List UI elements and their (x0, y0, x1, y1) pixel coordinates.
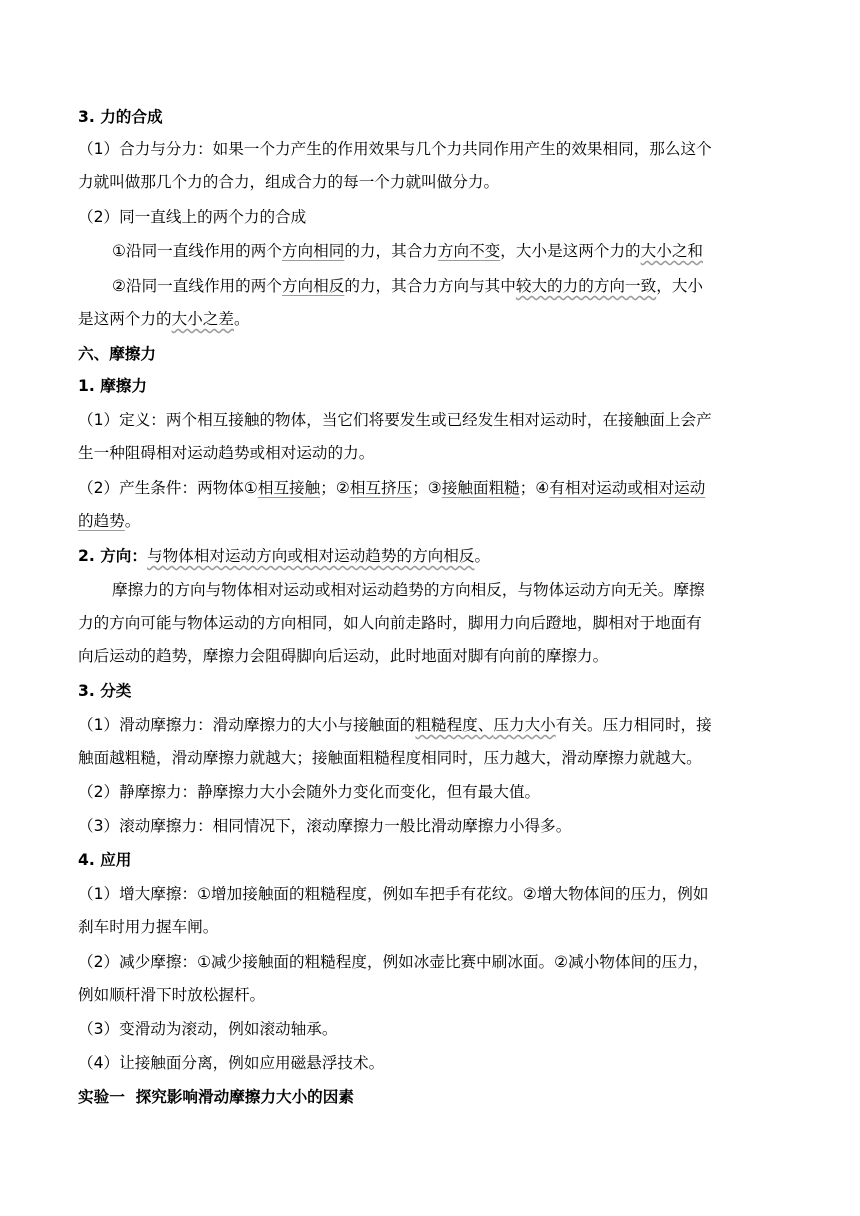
underline-same-direction: 方向相同 (281, 242, 345, 260)
underline-roughness: 粗糙程度 (415, 716, 478, 734)
underline-squeeze: 相互挤压 (349, 479, 413, 497)
paragraph-increase-friction-line2: 刹车时用力握车闸。 (78, 918, 219, 936)
paragraph-sliding-friction-line1: （1）滑动摩擦力：滑动摩擦力的大小与接触面的粗糙程度、压力大小有关。压力相同时，接 (78, 716, 712, 734)
paragraph-friction-direction-line1: 摩擦力的方向与物体相对运动或相对运动趋势的方向相反，与物体运动方向无关。摩擦 (112, 581, 705, 599)
underline-difference: 大小之差 (171, 310, 234, 328)
underline-direction-unchanged: 方向不变 (437, 242, 501, 260)
friction-2-direction: 2. 方向：与物体相对运动方向或相对运动趋势的方向相反。 (78, 547, 491, 565)
experiment-1-title: 实验一 探究影响滑动摩擦力大小的因素 (78, 1088, 354, 1106)
underline-contact: 相互接触 (257, 479, 321, 497)
paragraph-increase-friction-line1: （1）增大摩擦：①增加接触面的粗糙程度，例如车把手有花纹。②增大物体间的压力，例如 (78, 885, 709, 903)
paragraph-rolling-instead: （3）变滑动为滚动，例如滚动轴承。 (78, 1020, 338, 1038)
paragraph-opposite-direction-line1: ②沿同一直线作用的两个方向相反的力，其合力方向与其中较大的力的方向一致，大小 (112, 277, 704, 295)
underline-opposite-direction: 方向相反 (281, 277, 345, 295)
paragraph-sliding-friction-line2: 触面越粗糙，滑动摩擦力就越大；接触面粗糙程度相同时，压力越大，滑动摩擦力就越大。 (78, 749, 702, 767)
paragraph-reduce-friction-line1: （2）减少摩擦：①减少接触面的粗糙程度，例如冰壶比赛中刷冰面。②减小物体间的压力， (78, 953, 709, 971)
paragraph-friction-conditions-line1: （2）产生条件：两物体①相互接触；②相互挤压；③接触面粗糙；④有相对运动或相对运动 (78, 479, 706, 497)
friction-4-title: 4. 应用 (78, 851, 132, 869)
paragraph-rolling-friction: （3）滚动摩擦力：相同情况下，滚动摩擦力一般比滑动摩擦力小得多。 (78, 817, 572, 835)
friction-1-title: 1. 摩擦力 (78, 377, 147, 395)
section-3-title: 3. 力的合成 (78, 108, 163, 126)
underline-larger-force-direction: 较大的力的方向一致 (515, 277, 657, 295)
section-6-title: 六、摩擦力 (78, 345, 156, 363)
underline-relative-motion: 有相对运动或相对运动 (549, 479, 706, 497)
paragraph-same-line-forces: （2）同一直线上的两个力的合成 (78, 208, 307, 226)
paragraph-friction-conditions-line2: 的趋势。 (78, 512, 141, 530)
paragraph-friction-definition-line1: （1）定义：两个相互接触的物体，当它们将要发生或已经发生相对运动时，在接触面上会产 (78, 411, 712, 429)
underline-pressure: 压力大小 (493, 716, 556, 734)
paragraph-resultant-force-line1: （1）合力与分力：如果一个力产生的作用效果与几个力共同作用产生的效果相同，那么这个 (78, 140, 712, 158)
paragraph-resultant-force-line2: 力就叫做那几个力的合力，组成合力的每一个力就叫做分力。 (78, 173, 500, 191)
paragraph-separate-surfaces: （4）让接触面分离，例如应用磁悬浮技术。 (78, 1054, 385, 1072)
underline-friction-direction: 与物体相对运动方向或相对运动趋势的方向相反 (146, 547, 475, 565)
paragraph-static-friction: （2）静摩擦力：静摩擦力大小会随外力变化而变化，但有最大值。 (78, 783, 541, 801)
paragraph-friction-direction-line2: 力的方向可能与物体运动的方向相同，如人向前走路时，脚用力向后蹬地，脚相对于地面有 (78, 614, 702, 632)
underline-tendency: 的趋势 (78, 512, 125, 530)
underline-sum: 大小之和 (640, 242, 704, 260)
underline-rough-surface: 接触面粗糙 (441, 479, 520, 497)
paragraph-friction-direction-line3: 向后运动的趋势，摩擦力会阻碍脚向后运动，此时地面对脚有向前的摩擦力。 (78, 647, 609, 665)
friction-3-title: 3. 分类 (78, 682, 132, 700)
paragraph-friction-definition-line2: 生一种阻碍相对运动趋势或相对运动的力。 (78, 444, 375, 462)
paragraph-same-direction: ①沿同一直线作用的两个方向相同的力，其合力方向不变，大小是这两个力的大小之和 (112, 242, 704, 260)
paragraph-reduce-friction-line2: 例如顺杆滑下时放松握杆。 (78, 986, 266, 1004)
paragraph-opposite-direction-line2: 是这两个力的大小之差。 (78, 310, 250, 328)
